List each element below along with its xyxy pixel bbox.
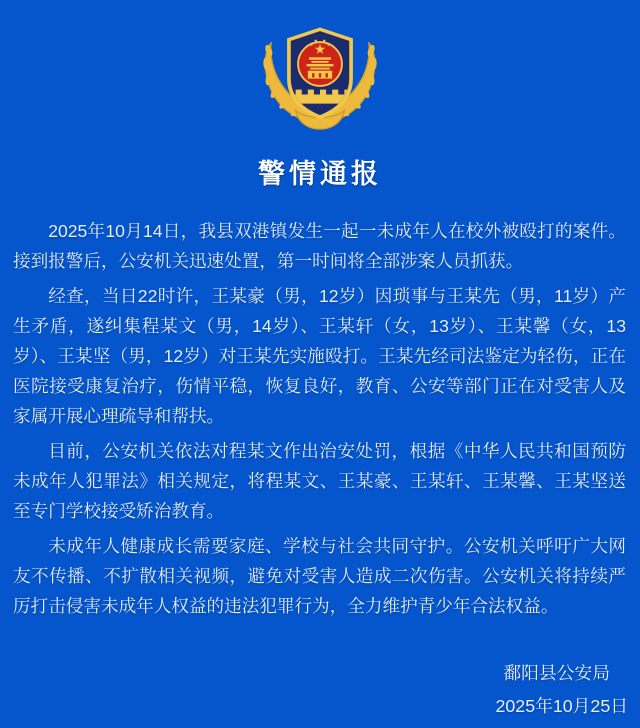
paragraph-appeal: 未成年人健康成长需要家庭、学校与社会共同守护。公安机关呼吁广大网友不传播、不扩散相关视频，避免对受害人造成二次伤害。公安机关将持续严厉打击侵害未成年人权益的违法犯罪行为，全力维护青少年合法权益。 bbox=[13, 536, 626, 616]
notice-title: 警情通报 bbox=[258, 159, 382, 189]
police-badge-icon bbox=[253, 20, 387, 133]
paragraph-punishment: 目前，公安机关依法对程某文作出治安处罚，根据《中华人民共和国预防未成年人犯罪法》相关规定，将程某文、王某豪、王某轩、王某馨、王某坚送至专门学校接受矫治教育。 bbox=[13, 441, 626, 521]
notice-body bbox=[13, 216, 626, 621]
issuing-authority: 鄱阳县公安局 bbox=[503, 663, 610, 683]
paragraph-incident: 2025年10月14日，我县双港镇发生一起一未成年人在校外被殴打的案件。接到报警后，公安机关迅速处置，第一时间将全部涉案人员抓获。 bbox=[13, 221, 626, 271]
signature-block bbox=[0, 657, 640, 723]
paragraph-investigation: 经查，当日22时许，王某豪（男，12岁）因琐事与王某先（男，11岁）产生矛盾，遂纠集程某文（男，14岁）、王某轩（女，13岁）、王某馨（女，13岁）、王某坚（男，12岁）对王某先实施殴打。王某先经司法鉴定为轻伤，正在医院接受康复治疗，伤情平稳，恢复良好，教育、公安等部门正在对受害人及家属开展心理疏导和帮扶。 bbox=[13, 286, 626, 426]
issue-date: 2025年10月25日 bbox=[495, 696, 628, 716]
